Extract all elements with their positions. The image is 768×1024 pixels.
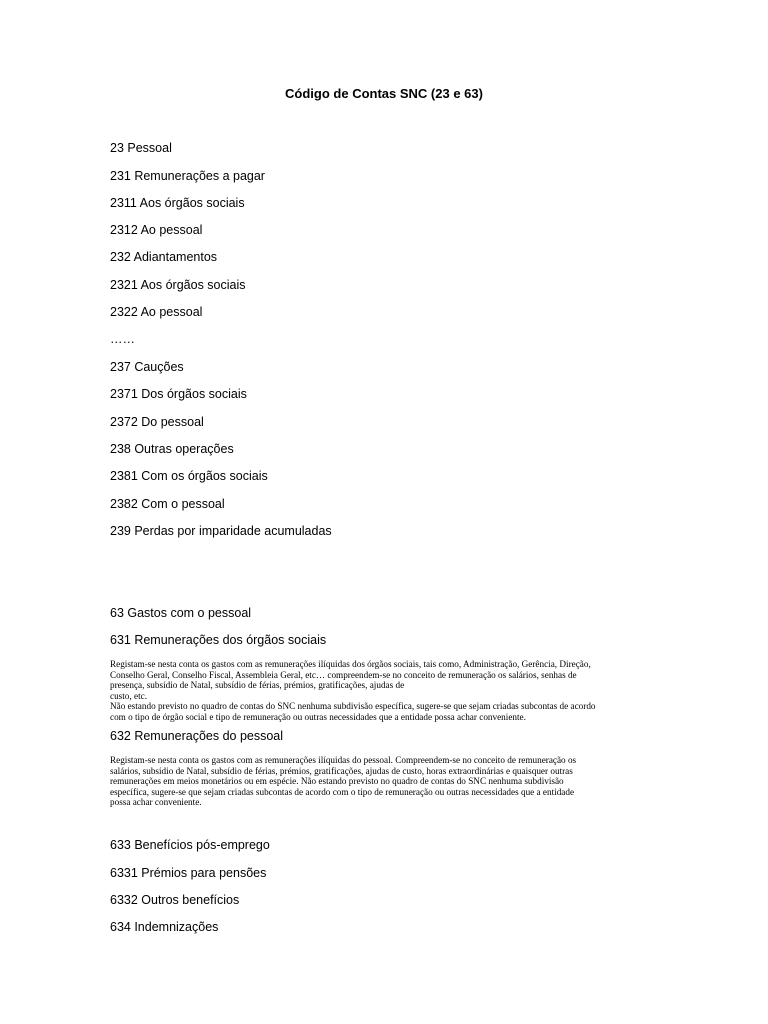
paragraph-line: custo, etc.	[110, 690, 147, 701]
account-line-631: 631 Remunerações dos órgãos sociais	[110, 633, 327, 647]
account-line: 2312 Ao pessoal	[110, 223, 203, 237]
paragraph-line: com o tipo de órgão social e tipo de remuneração ou outras necessidades que a entidade possa achar conveniente.	[110, 711, 526, 722]
account-line: 232 Adiantamentos	[110, 250, 218, 264]
section-heading-63: 63 Gastos com o pessoal	[110, 606, 252, 620]
paragraph-line: presença, subsídio de Natal, subsídio de férias, prémios, gratificações, ajudas de	[110, 680, 405, 691]
account-line: 238 Outras operações	[110, 442, 234, 456]
ellipsis-line: ……	[110, 332, 135, 346]
account-line-632: 632 Remunerações do pessoal	[110, 729, 284, 743]
account-line: 237 Cauções	[110, 360, 184, 374]
account-line: 23 Pessoal	[110, 141, 172, 155]
document-title: Código de Contas SNC (23 e 63)	[285, 86, 483, 101]
paragraph-line: remunerações em meios monetários ou em espécie. Não estando previsto no quadro de contas do SNC nenhuma subdivisão	[110, 776, 564, 787]
account-line: 2322 Ao pessoal	[110, 305, 203, 319]
account-line: 6331 Prémios para pensões	[110, 866, 267, 880]
account-line: 239 Perdas por imparidade acumuladas	[110, 524, 332, 538]
account-line: 2311 Aos órgãos sociais	[110, 196, 245, 210]
account-line: 2371 Dos órgãos sociais	[110, 387, 247, 401]
paragraph-line: Não estando previsto no quadro de contas do SNC nenhuma subdivisão específica, sugere-se que sejam criadas subcontas de acordo	[110, 701, 596, 712]
paragraph-line: possa achar conveniente.	[110, 797, 202, 808]
paragraph-line: Registam-se nesta conta os gastos com as remunerações ilíquidas dos órgãos sociais, tais como, Administração, Gerência, Direção,	[110, 659, 591, 669]
paragraph-632	[110, 755, 658, 808]
paragraph-631	[110, 659, 658, 723]
account-line: 6332 Outros benefícios	[110, 893, 240, 907]
account-line: 633 Benefícios pós-emprego	[110, 838, 270, 852]
account-line: 2321 Aos órgãos sociais	[110, 278, 246, 292]
account-line: 2372 Do pessoal	[110, 415, 204, 429]
account-line: 231 Remunerações a pagar	[110, 169, 265, 183]
paragraph-line: Registam-se nesta conta os gastos com as remunerações ilíquidas do pessoal. Compreendem-se no conceito de remuneração os	[110, 755, 577, 765]
paragraph-line: específica, sugere-se que sejam criadas subcontas de acordo com o tipo de remuneração ou outras necessidades que a entidade	[110, 786, 575, 797]
paragraph-line: Conselho Geral, Conselho Fiscal, Assembleia Geral, etc… compreendem-se no conceito de remuneração os salários, senhas de	[110, 669, 577, 680]
account-line: 2381 Com os órgãos sociais	[110, 469, 268, 483]
paragraph-line: salários, subsídio de Natal, subsídio de férias, prémios, gratificações, ajudas de custo, horas extraordinárias e quaisquer outras	[110, 765, 573, 776]
account-line: 634 Indemnizações	[110, 920, 219, 934]
account-line: 2382 Com o pessoal	[110, 497, 225, 511]
